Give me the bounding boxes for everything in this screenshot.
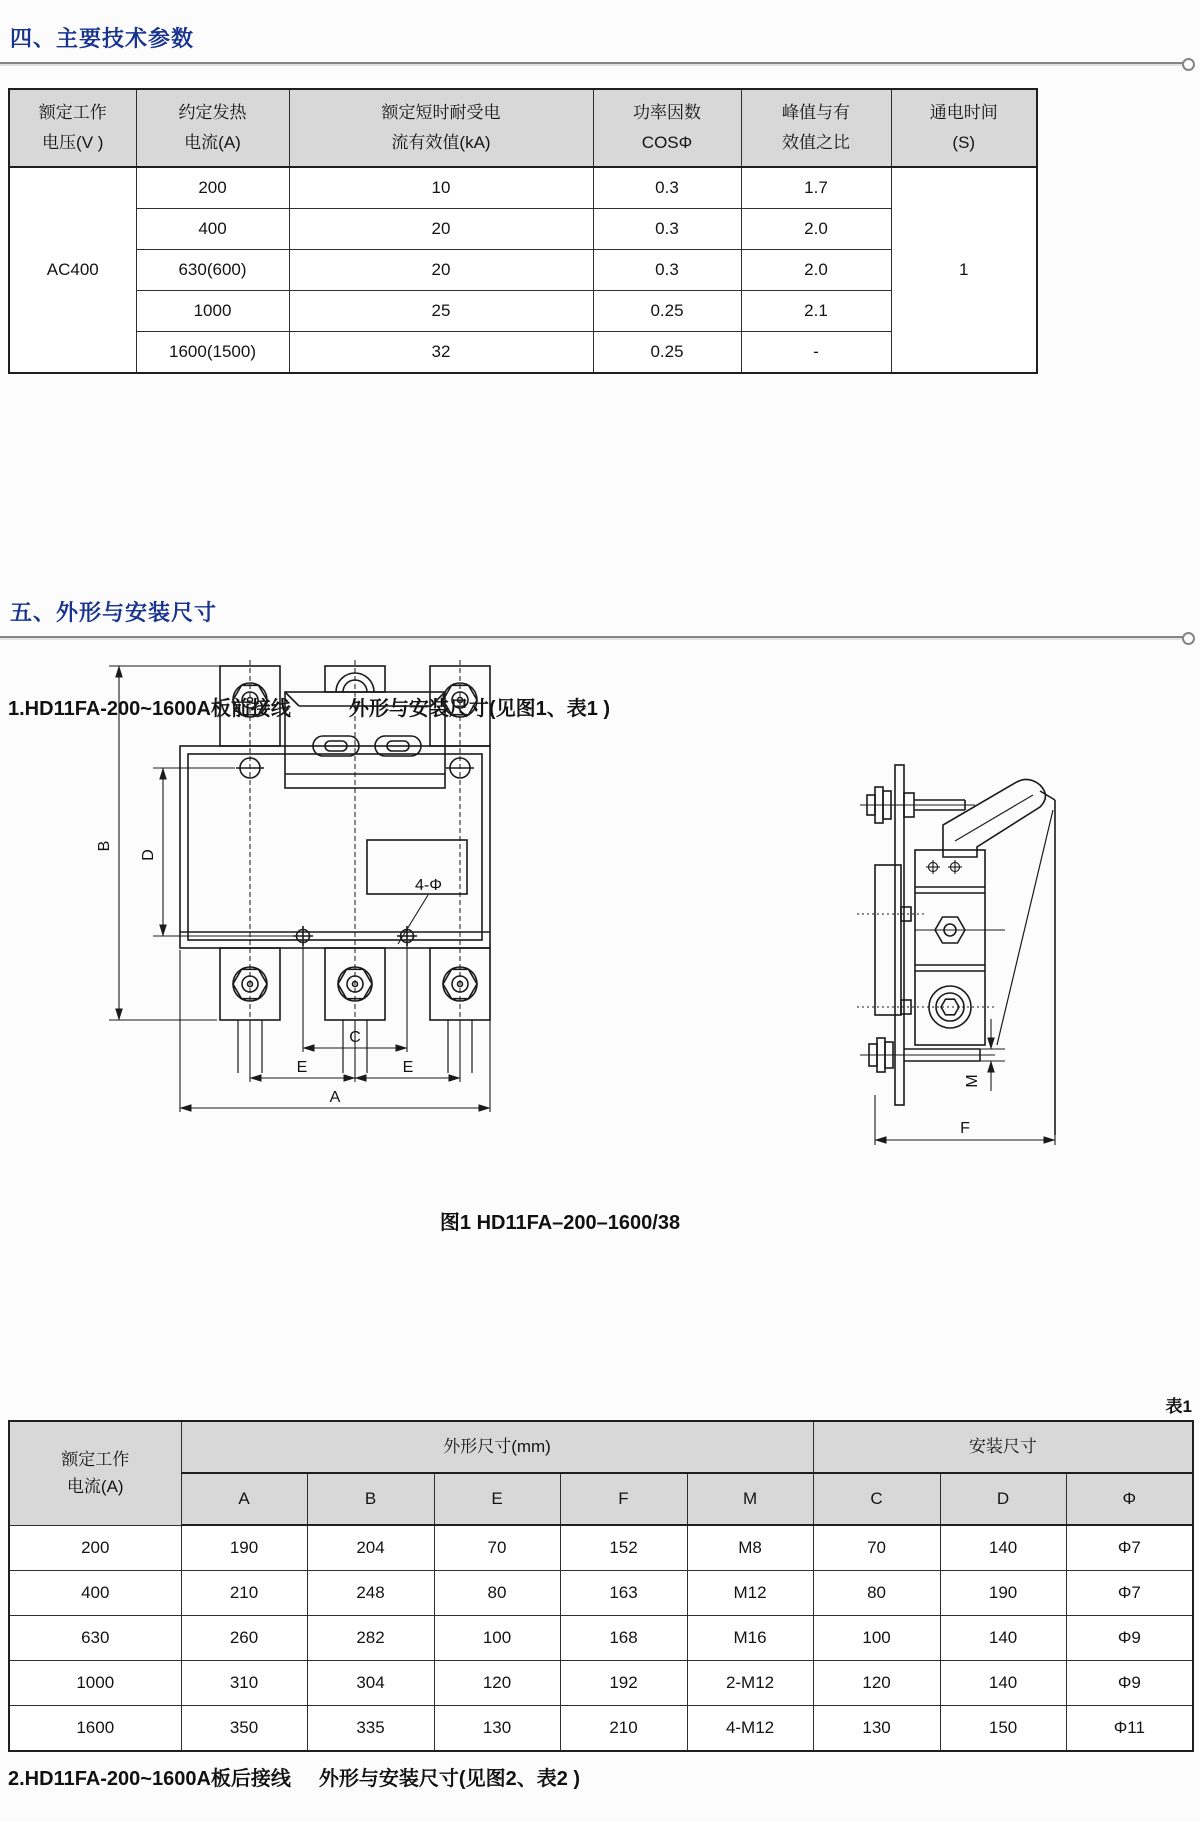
cell: 310 [181, 1661, 307, 1706]
cell: 152 [560, 1525, 687, 1571]
cell: 400 [136, 209, 289, 250]
cell: 0.25 [593, 332, 741, 374]
cell: 2.0 [741, 250, 891, 291]
cell: 100 [434, 1616, 560, 1661]
col-C: C [813, 1473, 940, 1525]
switch-front-outline [180, 666, 490, 1073]
cell: 4-M12 [687, 1706, 813, 1752]
rule-end-ring [1182, 632, 1195, 645]
cell: 1000 [136, 291, 289, 332]
side-centerlines [857, 914, 997, 1007]
subsection2-note: 外形与安装尺寸(见图2、表2 ) [318, 1768, 581, 1790]
cell: 140 [940, 1525, 1066, 1571]
table-row [9, 1616, 1193, 1661]
cell: 140 [940, 1616, 1066, 1661]
dimensions-table [8, 1420, 1194, 1752]
dim-label-M: M [964, 1074, 981, 1088]
dim-label-D: D [140, 849, 157, 861]
cell: 1000 [9, 1661, 181, 1706]
section4-title: 四、主要技术参数 [10, 26, 195, 51]
cell: 0.3 [593, 167, 741, 209]
cell: 70 [434, 1525, 560, 1571]
cell: 304 [307, 1661, 434, 1706]
cell: 120 [434, 1661, 560, 1706]
cell: 1600 [9, 1706, 181, 1752]
section5-rule [0, 636, 1184, 638]
cell: 163 [560, 1571, 687, 1616]
dim-label-holes: 4-Φ [415, 877, 442, 894]
time-cell: 1 [891, 167, 1037, 373]
cell: Φ7 [1066, 1525, 1193, 1571]
col-voltage: 额定工作 电压(V ) [9, 89, 136, 167]
cell: 1.7 [741, 167, 891, 209]
cell: 335 [307, 1706, 434, 1752]
cell: 0.3 [593, 209, 741, 250]
cell: 2.0 [741, 209, 891, 250]
cell: 0.3 [593, 250, 741, 291]
table-row [9, 167, 1037, 209]
cell: 100 [813, 1616, 940, 1661]
cell: 400 [9, 1571, 181, 1616]
table-row [9, 1706, 1193, 1752]
tech-params-header-row [9, 89, 1037, 167]
subsection1-model: 1.HD11FA-200~1600A板前接线 [8, 698, 291, 720]
figure1-side-view-drawing [855, 755, 1085, 1175]
group-install-dims: 安装尺寸 [813, 1421, 1193, 1473]
cell: M16 [687, 1616, 813, 1661]
subsection2-heading [8, 1762, 580, 1791]
cell: 80 [813, 1571, 940, 1616]
col-B: B [307, 1473, 434, 1525]
cell: 140 [940, 1661, 1066, 1706]
cell: 1600(1500) [136, 332, 289, 374]
table-row [9, 209, 1037, 250]
cell: 200 [136, 167, 289, 209]
tech-params-table [8, 88, 1038, 374]
table2-tag: 表1 [1165, 1397, 1192, 1416]
table-row [9, 250, 1037, 291]
cell: Φ9 [1066, 1616, 1193, 1661]
cell: 20 [289, 209, 593, 250]
cell: 630(600) [136, 250, 289, 291]
dim-label-A: A [329, 1089, 341, 1106]
cell: 2-M12 [687, 1661, 813, 1706]
dims-group-header-row [9, 1421, 1193, 1473]
cell: 210 [181, 1571, 307, 1616]
group-outline-dims: 外形尺寸(mm) [181, 1421, 813, 1473]
cell: 168 [560, 1616, 687, 1661]
cell: 282 [307, 1616, 434, 1661]
table-row [9, 291, 1037, 332]
cell: 260 [181, 1616, 307, 1661]
cell: 130 [813, 1706, 940, 1752]
cell: Φ11 [1066, 1706, 1193, 1752]
cell: 190 [181, 1525, 307, 1571]
cell: 210 [560, 1706, 687, 1752]
figure1-caption: 图1 HD11FA–200–1600/38 [439, 1212, 681, 1234]
cell: Φ7 [1066, 1571, 1193, 1616]
col-powerfactor: 功率因数 COSΦ [593, 89, 741, 167]
cell: M8 [687, 1525, 813, 1571]
table-row [9, 332, 1037, 374]
dims-subheader-row [9, 1473, 1193, 1525]
cell: 80 [434, 1571, 560, 1616]
col-withstand: 额定短时耐受电 流有效值(kA) [289, 89, 593, 167]
cell: 32 [289, 332, 593, 374]
cell: 70 [813, 1525, 940, 1571]
cell: M12 [687, 1571, 813, 1616]
col-current: 约定发热 电流(A) [136, 89, 289, 167]
cell: 248 [307, 1571, 434, 1616]
section5-title: 五、外形与安装尺寸 [10, 600, 218, 625]
rule-end-ring [1182, 58, 1195, 71]
voltage-cell: AC400 [9, 167, 136, 373]
table-row [9, 1571, 1193, 1616]
cell: 120 [813, 1661, 940, 1706]
cell: 200 [9, 1525, 181, 1571]
cell: 204 [307, 1525, 434, 1571]
cell: 10 [289, 167, 593, 209]
dim-label-B: B [96, 840, 113, 852]
cell: 350 [181, 1706, 307, 1752]
dim-label-F: F [960, 1120, 970, 1137]
col-D: D [940, 1473, 1066, 1525]
cell: 192 [560, 1661, 687, 1706]
table-row [9, 1661, 1193, 1706]
cell: Φ9 [1066, 1661, 1193, 1706]
dim-label-E1: E [296, 1059, 308, 1076]
col-E: E [434, 1473, 560, 1525]
cell: 20 [289, 250, 593, 291]
dim-label-C: C [349, 1029, 361, 1046]
col-F: F [560, 1473, 687, 1525]
cell: 25 [289, 291, 593, 332]
section4-rule [0, 62, 1184, 64]
switch-side-outline [860, 765, 1055, 1135]
cell: 130 [434, 1706, 560, 1752]
col-time: 通电时间 (S) [891, 89, 1037, 167]
cell: 190 [940, 1571, 1066, 1616]
cell: 0.25 [593, 291, 741, 332]
subsection1-note: 外形与安装尺寸(见图1、表1 ) [348, 698, 611, 720]
col-Phi: Φ [1066, 1473, 1193, 1525]
cell: 630 [9, 1616, 181, 1661]
dim-label-E2: E [402, 1059, 414, 1076]
cell: 2.1 [741, 291, 891, 332]
col-peakratio: 峰值与有 效值之比 [741, 89, 891, 167]
table-row [9, 1525, 1193, 1571]
col-A: A [181, 1473, 307, 1525]
figure1-front-view-drawing [95, 648, 525, 1123]
cell: 150 [940, 1706, 1066, 1752]
col-rated-current: 额定工作 电流(A) [9, 1421, 181, 1525]
cell: - [741, 332, 891, 374]
subsection2-model: 2.HD11FA-200~1600A板后接线 [8, 1768, 291, 1790]
col-M: M [687, 1473, 813, 1525]
